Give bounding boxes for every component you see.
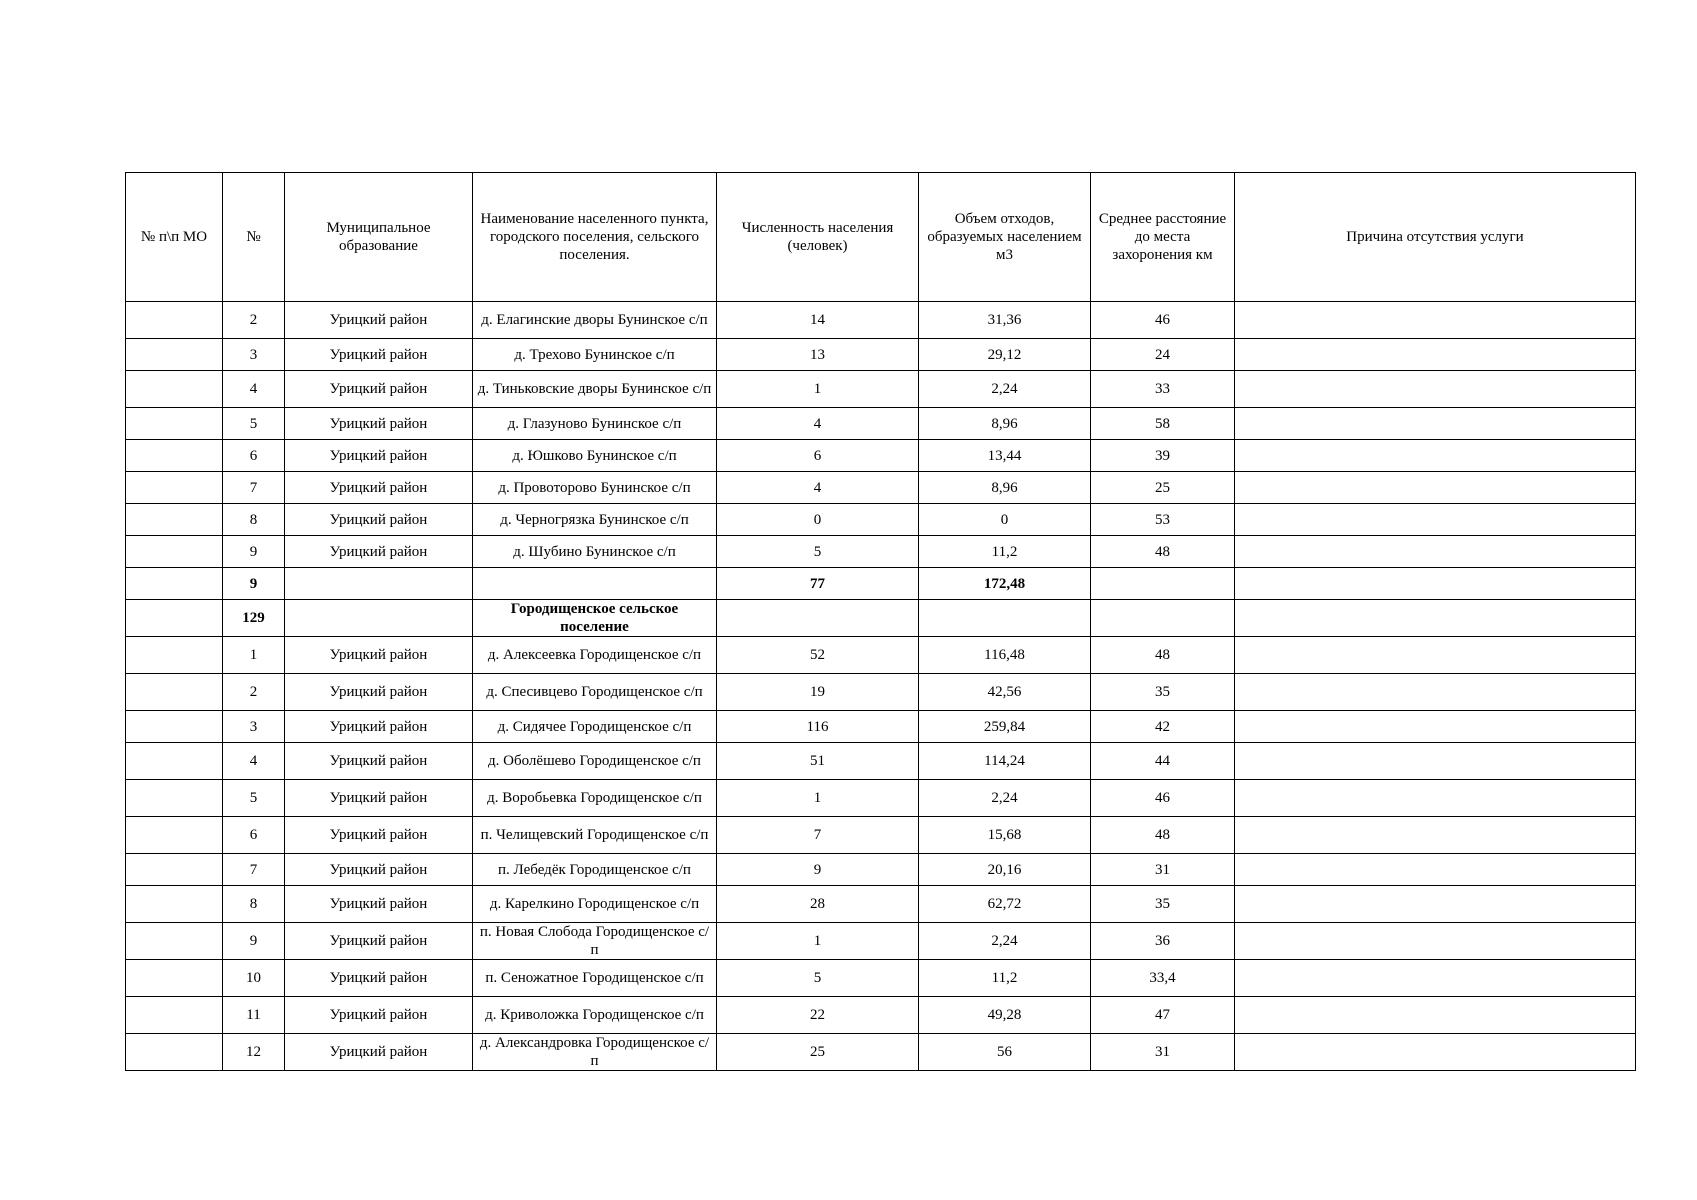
cell-number: 5	[223, 408, 285, 440]
cell-municipality: Урицкий район	[285, 536, 473, 568]
cell-absence-reason	[1235, 743, 1636, 780]
cell-number: 9	[223, 536, 285, 568]
cell-population: 1	[717, 923, 919, 960]
cell-number: 1	[223, 637, 285, 674]
cell-absence-reason	[1235, 371, 1636, 408]
cell-distance: 35	[1091, 674, 1235, 711]
cell-waste-volume: 20,16	[919, 854, 1091, 886]
cell-settlement-name: д. Провоторово Бунинское с/п	[473, 472, 717, 504]
cell-waste-volume: 15,68	[919, 817, 1091, 854]
cell-distance: 46	[1091, 780, 1235, 817]
cell-absence-reason	[1235, 637, 1636, 674]
cell-settlement-name: п. Сеножатное Городищенское с/п	[473, 960, 717, 997]
table-body	[126, 302, 1636, 1071]
cell-absence-reason	[1235, 886, 1636, 923]
cell-municipality: Урицкий район	[285, 886, 473, 923]
cell-distance: 46	[1091, 302, 1235, 339]
cell-municipality: Урицкий район	[285, 960, 473, 997]
cell-absence-reason	[1235, 854, 1636, 886]
cell-municipality: Урицкий район	[285, 780, 473, 817]
cell-distance: 44	[1091, 743, 1235, 780]
cell-distance: 31	[1091, 1034, 1235, 1071]
cell-waste-volume: 31,36	[919, 302, 1091, 339]
cell-municipality: Урицкий район	[285, 504, 473, 536]
cell-absence-reason	[1235, 997, 1636, 1034]
cell-waste-volume: 11,2	[919, 960, 1091, 997]
table-row	[126, 960, 1636, 997]
table-row	[126, 371, 1636, 408]
cell-population: 28	[717, 886, 919, 923]
table-row	[126, 780, 1636, 817]
cell-settlement-name: д. Черногрязка Бунинское с/п	[473, 504, 717, 536]
cell-number: 2	[223, 674, 285, 711]
table-row	[126, 997, 1636, 1034]
cell-population: 14	[717, 302, 919, 339]
cell-mo-number	[126, 960, 223, 997]
cell-settlement-name: п. Лебедёк Городищенское с/п	[473, 854, 717, 886]
header-population: Численность населения (человек)	[717, 173, 919, 302]
table-row	[126, 302, 1636, 339]
table-row	[126, 923, 1636, 960]
cell-number: 6	[223, 440, 285, 472]
cell-number: 10	[223, 960, 285, 997]
cell-absence-reason	[1235, 440, 1636, 472]
cell-waste-volume: 8,96	[919, 472, 1091, 504]
cell-municipality: Урицкий район	[285, 674, 473, 711]
cell-settlement-name: д. Александровка Городищенское с/п	[473, 1034, 717, 1071]
cell-absence-reason	[1235, 600, 1636, 637]
cell-mo-number	[126, 504, 223, 536]
cell-number: 7	[223, 472, 285, 504]
cell-number: 8	[223, 504, 285, 536]
table-row	[126, 854, 1636, 886]
cell-settlement-name: д. Глазуново Бунинское с/п	[473, 408, 717, 440]
cell-population: 5	[717, 536, 919, 568]
cell-mo-number	[126, 600, 223, 637]
cell-mo-number	[126, 536, 223, 568]
cell-mo-number	[126, 780, 223, 817]
cell-number: 9	[223, 568, 285, 600]
cell-municipality: Урицкий район	[285, 472, 473, 504]
cell-waste-volume: 172,48	[919, 568, 1091, 600]
cell-mo-number	[126, 302, 223, 339]
header-settlement-name: Наименование населенного пункта, городского поселения, сельского поселения.	[473, 173, 717, 302]
cell-municipality	[285, 600, 473, 637]
cell-distance: 36	[1091, 923, 1235, 960]
cell-mo-number	[126, 637, 223, 674]
table-summary-row	[126, 568, 1636, 600]
cell-population: 4	[717, 472, 919, 504]
cell-distance: 33	[1091, 371, 1235, 408]
cell-absence-reason	[1235, 711, 1636, 743]
cell-waste-volume: 259,84	[919, 711, 1091, 743]
cell-waste-volume: 0	[919, 504, 1091, 536]
cell-waste-volume: 2,24	[919, 371, 1091, 408]
header-mo-number: № п\п МО	[126, 173, 223, 302]
cell-settlement-name: д. Сидячее Городищенское с/п	[473, 711, 717, 743]
cell-settlement-name	[473, 568, 717, 600]
cell-municipality: Урицкий район	[285, 854, 473, 886]
header-absence-reason: Причина отсутствия услуги	[1235, 173, 1636, 302]
cell-distance: 48	[1091, 536, 1235, 568]
cell-settlement-name: д. Карелкино Городищенское с/п	[473, 886, 717, 923]
cell-distance	[1091, 568, 1235, 600]
cell-absence-reason	[1235, 817, 1636, 854]
cell-municipality: Урицкий район	[285, 711, 473, 743]
cell-absence-reason	[1235, 302, 1636, 339]
cell-mo-number	[126, 1034, 223, 1071]
cell-municipality: Урицкий район	[285, 1034, 473, 1071]
cell-waste-volume: 114,24	[919, 743, 1091, 780]
header-municipality: Муниципальное образование	[285, 173, 473, 302]
cell-waste-volume: 42,56	[919, 674, 1091, 711]
cell-number: 3	[223, 711, 285, 743]
cell-number: 9	[223, 923, 285, 960]
table-row	[126, 408, 1636, 440]
cell-number: 8	[223, 886, 285, 923]
cell-absence-reason	[1235, 472, 1636, 504]
cell-absence-reason	[1235, 780, 1636, 817]
cell-mo-number	[126, 674, 223, 711]
cell-municipality: Урицкий район	[285, 302, 473, 339]
cell-settlement-name: д. Алексеевка Городищенское с/п	[473, 637, 717, 674]
table-summary-row	[126, 600, 1636, 637]
cell-municipality	[285, 568, 473, 600]
cell-absence-reason	[1235, 923, 1636, 960]
cell-settlement-name: п. Новая Слобода Городищенское с/п	[473, 923, 717, 960]
cell-settlement-name: д. Тиньковские дворы Бунинское с/п	[473, 371, 717, 408]
cell-population: 13	[717, 339, 919, 371]
cell-distance	[1091, 600, 1235, 637]
cell-municipality: Урицкий район	[285, 743, 473, 780]
table-row	[126, 1034, 1636, 1071]
table-row	[126, 536, 1636, 568]
cell-mo-number	[126, 886, 223, 923]
cell-absence-reason	[1235, 408, 1636, 440]
cell-absence-reason	[1235, 960, 1636, 997]
cell-population	[717, 600, 919, 637]
cell-distance: 35	[1091, 886, 1235, 923]
cell-mo-number	[126, 440, 223, 472]
cell-waste-volume: 13,44	[919, 440, 1091, 472]
cell-municipality: Урицкий район	[285, 371, 473, 408]
cell-population: 7	[717, 817, 919, 854]
cell-number: 4	[223, 743, 285, 780]
table-row	[126, 886, 1636, 923]
table-row	[126, 711, 1636, 743]
cell-waste-volume: 62,72	[919, 886, 1091, 923]
cell-number: 12	[223, 1034, 285, 1071]
cell-number: 5	[223, 780, 285, 817]
cell-mo-number	[126, 997, 223, 1034]
cell-settlement-name: Городищенское сельское поселение	[473, 600, 717, 637]
cell-distance: 53	[1091, 504, 1235, 536]
cell-population: 4	[717, 408, 919, 440]
cell-population: 19	[717, 674, 919, 711]
cell-mo-number	[126, 743, 223, 780]
cell-number: 2	[223, 302, 285, 339]
cell-distance: 39	[1091, 440, 1235, 472]
cell-number: 129	[223, 600, 285, 637]
cell-mo-number	[126, 923, 223, 960]
cell-absence-reason	[1235, 674, 1636, 711]
cell-population: 1	[717, 780, 919, 817]
cell-distance: 31	[1091, 854, 1235, 886]
header-number: №	[223, 173, 285, 302]
cell-waste-volume: 116,48	[919, 637, 1091, 674]
cell-population: 116	[717, 711, 919, 743]
table-header-row	[126, 173, 1636, 302]
cell-waste-volume	[919, 600, 1091, 637]
cell-population: 22	[717, 997, 919, 1034]
cell-population: 51	[717, 743, 919, 780]
waste-data-table	[125, 172, 1636, 1071]
cell-waste-volume: 2,24	[919, 923, 1091, 960]
cell-population: 25	[717, 1034, 919, 1071]
cell-municipality: Урицкий район	[285, 339, 473, 371]
cell-distance: 42	[1091, 711, 1235, 743]
cell-mo-number	[126, 339, 223, 371]
table-row	[126, 743, 1636, 780]
cell-waste-volume: 49,28	[919, 997, 1091, 1034]
cell-mo-number	[126, 371, 223, 408]
cell-waste-volume: 2,24	[919, 780, 1091, 817]
cell-waste-volume: 29,12	[919, 339, 1091, 371]
cell-number: 7	[223, 854, 285, 886]
cell-population: 5	[717, 960, 919, 997]
cell-mo-number	[126, 854, 223, 886]
cell-waste-volume: 56	[919, 1034, 1091, 1071]
cell-settlement-name: д. Елагинские дворы Бунинское с/п	[473, 302, 717, 339]
cell-absence-reason	[1235, 339, 1636, 371]
cell-distance: 33,4	[1091, 960, 1235, 997]
cell-population: 9	[717, 854, 919, 886]
table-row	[126, 440, 1636, 472]
table-row	[126, 674, 1636, 711]
cell-mo-number	[126, 408, 223, 440]
header-distance: Среднее расстояние до места захоронения км	[1091, 173, 1235, 302]
cell-mo-number	[126, 472, 223, 504]
cell-settlement-name: д. Криволожка Городищенское с/п	[473, 997, 717, 1034]
cell-population: 1	[717, 371, 919, 408]
cell-population: 6	[717, 440, 919, 472]
cell-population: 77	[717, 568, 919, 600]
table-row	[126, 817, 1636, 854]
cell-municipality: Урицкий район	[285, 408, 473, 440]
cell-settlement-name: д. Трехово Бунинское с/п	[473, 339, 717, 371]
cell-absence-reason	[1235, 1034, 1636, 1071]
cell-distance: 24	[1091, 339, 1235, 371]
cell-absence-reason	[1235, 568, 1636, 600]
cell-settlement-name: п. Челищевский Городищенское с/п	[473, 817, 717, 854]
cell-population: 0	[717, 504, 919, 536]
cell-number: 3	[223, 339, 285, 371]
cell-number: 6	[223, 817, 285, 854]
cell-distance: 47	[1091, 997, 1235, 1034]
cell-waste-volume: 11,2	[919, 536, 1091, 568]
cell-municipality: Урицкий район	[285, 817, 473, 854]
cell-mo-number	[126, 817, 223, 854]
cell-mo-number	[126, 568, 223, 600]
cell-distance: 58	[1091, 408, 1235, 440]
cell-settlement-name: д. Воробьевка Городищенское с/п	[473, 780, 717, 817]
cell-waste-volume: 8,96	[919, 408, 1091, 440]
cell-population: 52	[717, 637, 919, 674]
cell-absence-reason	[1235, 536, 1636, 568]
cell-distance: 48	[1091, 637, 1235, 674]
cell-distance: 48	[1091, 817, 1235, 854]
cell-absence-reason	[1235, 504, 1636, 536]
cell-settlement-name: д. Юшково Бунинское с/п	[473, 440, 717, 472]
cell-settlement-name: д. Шубино Бунинское с/п	[473, 536, 717, 568]
cell-municipality: Урицкий район	[285, 440, 473, 472]
cell-number: 11	[223, 997, 285, 1034]
table-row	[126, 472, 1636, 504]
table-row	[126, 637, 1636, 674]
table-row	[126, 339, 1636, 371]
cell-number: 4	[223, 371, 285, 408]
cell-municipality: Урицкий район	[285, 923, 473, 960]
cell-distance: 25	[1091, 472, 1235, 504]
cell-mo-number	[126, 711, 223, 743]
cell-municipality: Урицкий район	[285, 997, 473, 1034]
cell-settlement-name: д. Спесивцево Городищенское с/п	[473, 674, 717, 711]
header-waste-volume: Объем отходов, образуемых населением м3	[919, 173, 1091, 302]
table-row	[126, 504, 1636, 536]
cell-settlement-name: д. Оболёшево Городищенское с/п	[473, 743, 717, 780]
cell-municipality: Урицкий район	[285, 637, 473, 674]
